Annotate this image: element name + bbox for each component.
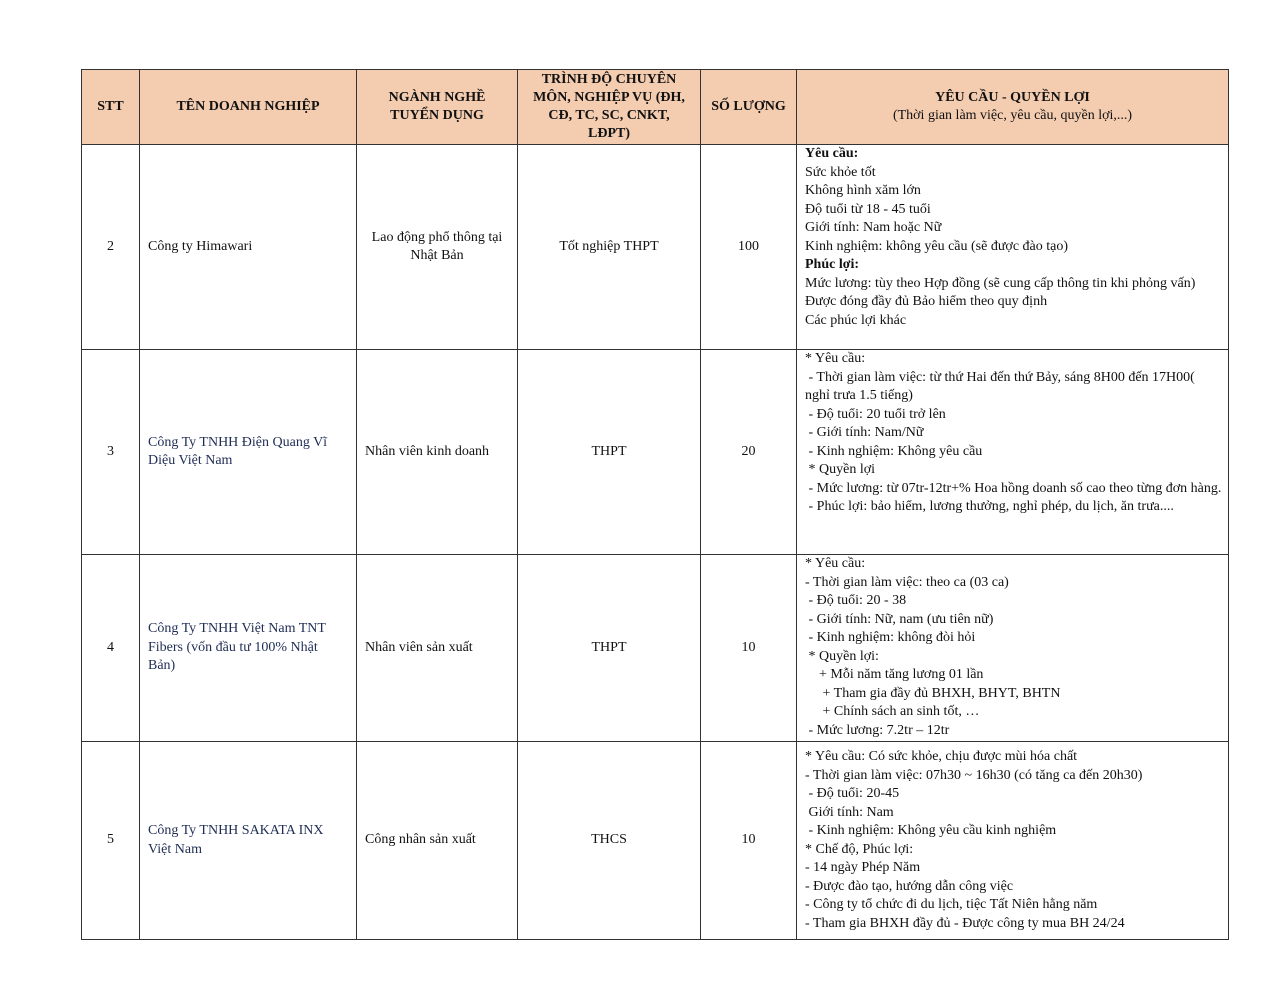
cell-job: Lao động phổ thông tại Nhật Bản [357,145,518,350]
cell-quantity: 10 [701,742,797,940]
header-requirements-subtitle: (Thời gian làm việc, yêu cầu, quyền lợi,...) [892,108,1133,123]
cell-level: THPT [518,555,701,742]
req-line: Yêu cầu: [805,146,859,161]
req-line: Được đóng đầy đủ Bảo hiểm theo quy định [805,294,1048,309]
req-line: - Mức lương: 7.2tr – 12tr [805,722,950,738]
header-job: NGÀNH NGHỀ TUYỂN DỤNG [357,70,518,145]
req-line: - Kinh nghiệm: Không yêu cầu [805,443,983,459]
header-level: TRÌNH ĐỘ CHUYÊN MÔN, NGHIỆP VỤ (ĐH, CĐ, TC, SC, CNKT, LĐPT) [518,70,701,145]
table-row [82,145,1229,350]
req-line: Phúc lợi: [805,257,860,272]
cell-level: THCS [518,742,701,940]
header-quantity: SỐ LƯỢNG [701,70,797,145]
cell-stt: 2 [82,145,140,350]
req-line: * Yêu cầu: [805,556,866,571]
cell-level: Tốt nghiệp THPT [518,145,701,350]
req-line: - Thời gian làm việc: từ thứ Hai đến thứ Bảy, sáng 8H00 đến 17H00( nghỉ trưa 1.5 tiếng) [805,369,1199,403]
req-line: + Tham gia đầy đủ BHXH, BHYT, BHTN [805,685,1061,701]
header-requirements [797,70,1229,145]
req-line: - Phúc lợi: bảo hiểm, lương thưởng, nghỉ phép, du lịch, ăn trưa.... [805,499,1174,514]
cell-quantity: 20 [701,350,797,555]
req-line: - Công ty tổ chức đi du lịch, tiệc Tất Niên hằng năm [805,897,1098,912]
cell-job: Nhân viên kinh doanh [357,350,518,555]
cell-job: Nhân viên sản xuất [357,555,518,742]
req-line: Mức lương: tùy theo Hợp đồng (sẽ cung cấp thông tin khi phỏng vấn) [805,275,1196,291]
req-line: - Giới tính: Nam/Nữ [805,425,924,440]
req-line: * Quyền lợi: [805,648,879,664]
cell-requirements [797,742,1229,940]
req-line: - Thời gian làm việc: 07h30 ~ 16h30 (có tăng ca đến 20h30) [805,767,1143,783]
req-line: Không hình xăm lớn [805,183,921,198]
cell-stt: 5 [82,742,140,940]
cell-stt: 3 [82,350,140,555]
cell-company: Công ty Himawari [140,145,357,350]
req-line: - Độ tuổi: 20-45 [805,786,900,801]
req-line: - Mức lương: từ 07tr-12tr+% Hoa hồng doanh số cao theo từng đơn hàng. [805,480,1222,496]
req-line: * Yêu cầu: [805,351,866,366]
req-line: + Mỗi năm tăng lương 01 lần [805,667,984,682]
cell-company: Công Ty TNHH Điện Quang Vĩ Diệu Việt Nam [140,350,357,555]
req-line: Giới tính: Nam [805,804,894,820]
req-line: - Độ tuổi: 20 tuổi trở lên [805,406,946,422]
req-line: Giới tính: Nam hoặc Nữ [805,220,942,235]
table-row [82,742,1229,940]
header-stt: STT [82,70,140,145]
req-line: Các phúc lợi khác [805,312,907,328]
req-line: * Quyền lợi [805,462,876,477]
header-requirements-title: YÊU CẦU - QUYỀN LỢI [935,90,1090,105]
req-line: Sức khỏe tốt [805,164,876,180]
cell-stt: 4 [82,555,140,742]
cell-quantity: 100 [701,145,797,350]
cell-quantity: 10 [701,555,797,742]
req-line: - Giới tính: Nữ, nam (ưu tiên nữ) [805,611,994,627]
req-line: - Kinh nghiệm: Không yêu cầu kinh nghiệm [805,823,1057,838]
req-line: * Chế độ, Phúc lợi: [805,841,914,857]
req-line: - 14 ngày Phép Năm [805,860,921,875]
recruitment-table [81,69,1229,940]
table-row [82,555,1229,742]
cell-company: Công Ty TNHH SAKATA INX Việt Nam [140,742,357,940]
table-row [82,350,1229,555]
cell-job: Công nhân sản xuất [357,742,518,940]
req-line: Độ tuổi từ 18 - 45 tuổi [805,201,931,217]
cell-requirements [797,145,1229,350]
header-company: TÊN DOANH NGHIỆP [140,70,357,145]
header-row [82,70,1229,145]
cell-requirements [797,350,1229,555]
cell-company: Công Ty TNHH Việt Nam TNT Fibers (vốn đầu tư 100% Nhật Bản) [140,555,357,742]
req-line: Kinh nghiệm: không yêu cầu (sẽ được đào tạo) [805,238,1069,254]
req-line: - Thời gian làm việc: theo ca (03 ca) [805,574,1009,590]
req-line: - Tham gia BHXH đầy đủ - Được công ty mua BH 24/24 [805,915,1125,931]
req-line: + Chính sách an sinh tốt, … [805,704,980,719]
cell-level: THPT [518,350,701,555]
req-line: - Kinh nghiệm: không đòi hỏi [805,630,976,645]
req-line: - Được đào tạo, hướng dẫn công việc [805,878,1014,894]
req-line: * Yêu cầu: Có sức khỏe, chịu được mùi hóa chất [805,749,1078,764]
cell-requirements [797,555,1229,742]
req-line: - Độ tuổi: 20 - 38 [805,593,907,608]
